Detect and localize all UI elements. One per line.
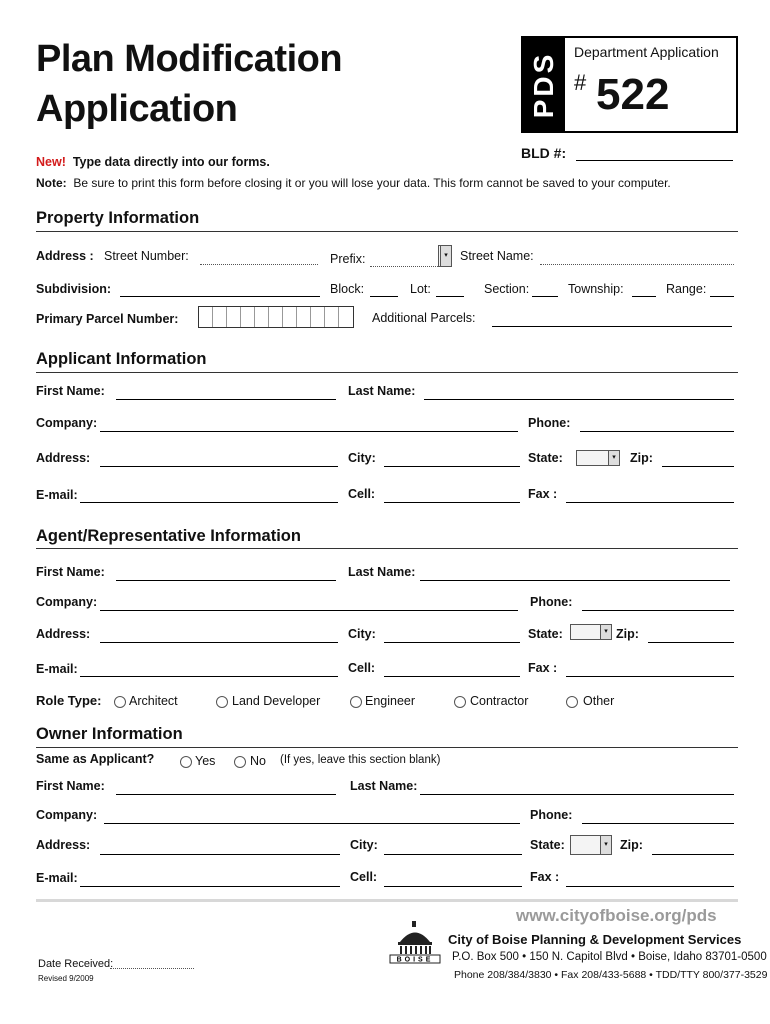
- owner-address-input[interactable]: [100, 854, 340, 855]
- footer-divider: [36, 899, 738, 902]
- agent-first-name-input[interactable]: [116, 580, 336, 581]
- agent-company-label: Company:: [36, 595, 98, 609]
- subdivision-input[interactable]: [120, 296, 320, 297]
- applicant-zip-input[interactable]: [662, 466, 734, 467]
- divider: [36, 231, 738, 232]
- applicant-email-input[interactable]: [80, 502, 338, 503]
- parcel-label: Primary Parcel Number:: [36, 312, 179, 326]
- lot-label: Lot:: [410, 282, 431, 296]
- role-land-developer-radio[interactable]: [216, 696, 228, 708]
- same-yes-label: Yes: [195, 754, 216, 768]
- same-no-label: No: [250, 754, 266, 768]
- role-contractor-radio[interactable]: [454, 696, 466, 708]
- title-line-2: Application: [36, 88, 238, 130]
- role-engineer-label: Engineer: [365, 694, 416, 708]
- agent-city-label: City:: [348, 627, 376, 641]
- chevron-down-icon: ▾: [440, 246, 451, 266]
- city-seal-logo: [388, 920, 442, 966]
- role-other-radio[interactable]: [566, 696, 578, 708]
- role-architect-label: Architect: [129, 694, 178, 708]
- role-type-label: Role Type:: [36, 693, 102, 708]
- logo-text: BOISE: [396, 956, 434, 964]
- divider: [36, 747, 738, 748]
- chevron-down-icon: ▾: [600, 836, 611, 854]
- form-number: 522: [596, 70, 670, 119]
- owner-last-name-label: Last Name:: [350, 779, 418, 793]
- footer-phone: Phone 208/384/3830 • Fax 208/433-5688 • TDD/TTY 800/377-3529: [454, 969, 768, 981]
- department-application-label: Department Application: [574, 44, 719, 60]
- role-engineer-radio[interactable]: [350, 696, 362, 708]
- applicant-phone-label: Phone:: [528, 416, 571, 430]
- applicant-state-dropdown[interactable]: [576, 450, 620, 466]
- agent-fax-label: Fax :: [528, 661, 558, 675]
- owner-city-label: City:: [350, 838, 378, 852]
- bld-input[interactable]: [576, 160, 733, 161]
- divider: [36, 548, 738, 549]
- agent-email-input[interactable]: [80, 676, 338, 677]
- owner-first-name-label: First Name:: [36, 779, 105, 793]
- title-line-1: Plan Modification: [36, 38, 343, 80]
- page-title: [36, 34, 342, 134]
- footer-url[interactable]: www.cityofboise.org/pds: [516, 906, 717, 925]
- owner-address-label: Address:: [36, 838, 91, 852]
- prefix-input[interactable]: [370, 266, 438, 267]
- owner-city-input[interactable]: [384, 854, 522, 855]
- address-label: Address :: [36, 249, 94, 263]
- agent-zip-input[interactable]: [648, 642, 734, 643]
- township-label: Township:: [568, 282, 624, 296]
- new-tag: New!: [36, 155, 66, 169]
- pds-text: PDS: [528, 51, 559, 118]
- applicant-first-name-label: First Name:: [36, 384, 105, 398]
- chevron-down-icon: ▾: [608, 451, 619, 465]
- footer-address: P.O. Box 500 • 150 N. Capitol Blvd • Boise, Idaho 83701-0500: [452, 951, 767, 963]
- street-name-label: Street Name:: [460, 249, 534, 263]
- pds-label: [523, 38, 565, 131]
- applicant-state-label: State:: [528, 451, 563, 465]
- owner-cell-label: Cell:: [350, 870, 378, 884]
- agent-state-label: State:: [528, 627, 563, 641]
- applicant-company-label: Company:: [36, 416, 98, 430]
- agent-cell-input[interactable]: [384, 676, 520, 677]
- owner-phone-input[interactable]: [582, 823, 734, 824]
- applicant-fax-label: Fax :: [528, 487, 558, 501]
- agent-company-input[interactable]: [100, 610, 518, 611]
- owner-state-dropdown[interactable]: [570, 835, 612, 855]
- range-input[interactable]: [710, 296, 734, 297]
- applicant-last-name-label: Last Name:: [348, 384, 416, 398]
- applicant-fax-input[interactable]: [566, 502, 734, 503]
- additional-parcels-input[interactable]: [492, 326, 732, 327]
- subdivision-label: Subdivision:: [36, 282, 111, 296]
- role-contractor-label: Contractor: [470, 694, 529, 708]
- agent-first-name-label: First Name:: [36, 565, 105, 579]
- prefix-dropdown[interactable]: [438, 245, 452, 267]
- applicant-first-name-input[interactable]: [116, 399, 336, 400]
- agent-cell-label: Cell:: [348, 661, 376, 675]
- owner-cell-input[interactable]: [384, 886, 522, 887]
- owner-fax-input[interactable]: [566, 886, 734, 887]
- applicant-city-input[interactable]: [384, 466, 520, 467]
- owner-email-label: E-mail:: [36, 871, 78, 885]
- role-other-label: Other: [583, 694, 615, 708]
- section-label: Section:: [484, 282, 530, 296]
- owner-company-input[interactable]: [104, 823, 520, 824]
- section-agent: Agent/Representative Information: [36, 527, 301, 545]
- applicant-address-input[interactable]: [100, 466, 338, 467]
- applicant-phone-input[interactable]: [580, 431, 734, 432]
- same-as-applicant-label: Same as Applicant?: [36, 752, 155, 766]
- agent-zip-label: Zip:: [616, 627, 639, 641]
- block-label: Block:: [330, 282, 365, 296]
- agent-email-label: E-mail:: [36, 662, 78, 676]
- owner-zip-label: Zip:: [620, 838, 643, 852]
- owner-email-input[interactable]: [80, 886, 340, 887]
- agent-fax-input[interactable]: [566, 676, 734, 677]
- same-hint: (If yes, leave this section blank): [280, 754, 441, 766]
- parcel-number-input[interactable]: [198, 306, 354, 328]
- applicant-address-label: Address:: [36, 451, 91, 465]
- agent-city-input[interactable]: [384, 642, 520, 643]
- same-yes-radio[interactable]: [180, 756, 192, 768]
- date-received-input[interactable]: [110, 968, 194, 969]
- owner-zip-input[interactable]: [652, 854, 734, 855]
- agent-address-input[interactable]: [100, 642, 338, 643]
- agent-last-name-label: Last Name:: [348, 565, 416, 579]
- township-input[interactable]: [632, 296, 656, 297]
- applicant-company-input[interactable]: [100, 431, 518, 432]
- owner-phone-label: Phone:: [530, 808, 573, 822]
- owner-state-label: State:: [530, 838, 565, 852]
- same-no-radio[interactable]: [234, 756, 246, 768]
- footer-org: City of Boise Planning & Development Services: [448, 932, 742, 947]
- agent-address-label: Address:: [36, 627, 91, 641]
- street-name-input[interactable]: [540, 264, 734, 265]
- range-label: Range:: [666, 282, 707, 296]
- applicant-cell-label: Cell:: [348, 487, 376, 501]
- owner-first-name-input[interactable]: [116, 794, 336, 795]
- lot-input[interactable]: [436, 296, 464, 297]
- prefix-label: Prefix:: [330, 252, 366, 266]
- role-architect-radio[interactable]: [114, 696, 126, 708]
- street-number-input[interactable]: [200, 264, 318, 265]
- date-received-label: Date Received:: [38, 958, 114, 970]
- hash-symbol: #: [574, 70, 587, 95]
- chevron-down-icon: ▾: [600, 625, 611, 639]
- note-text: Be sure to print this form before closing it or you will lose your data. This form cannot be saved to your computer.: [73, 176, 671, 190]
- agent-phone-label: Phone:: [530, 595, 573, 609]
- agent-state-dropdown[interactable]: [570, 624, 612, 640]
- applicant-cell-input[interactable]: [384, 502, 520, 503]
- new-text: Type data directly into our forms.: [72, 155, 270, 169]
- applicant-last-name-input[interactable]: [424, 399, 734, 400]
- owner-fax-label: Fax :: [530, 870, 560, 884]
- block-input[interactable]: [370, 296, 398, 297]
- divider: [36, 372, 738, 373]
- section-input[interactable]: [532, 296, 558, 297]
- owner-last-name-input[interactable]: [420, 794, 734, 795]
- section-applicant: Applicant Information: [36, 350, 207, 368]
- applicant-city-label: City:: [348, 451, 376, 465]
- applicant-email-label: E-mail:: [36, 488, 78, 502]
- agent-phone-input[interactable]: [582, 610, 734, 611]
- section-property: Property Information: [36, 209, 200, 227]
- applicant-zip-label: Zip:: [630, 451, 653, 465]
- agent-last-name-input[interactable]: [420, 580, 730, 581]
- street-number-label: Street Number:: [104, 249, 189, 263]
- revised-date: Revised 9/2009: [38, 974, 94, 983]
- owner-company-label: Company:: [36, 808, 98, 822]
- role-land-developer-label: Land Developer: [232, 694, 321, 708]
- note-tag: Note:: [36, 176, 67, 190]
- bld-label: BLD #:: [521, 145, 567, 161]
- section-owner: Owner Information: [36, 725, 183, 743]
- additional-parcels-label: Additional Parcels:: [372, 311, 476, 325]
